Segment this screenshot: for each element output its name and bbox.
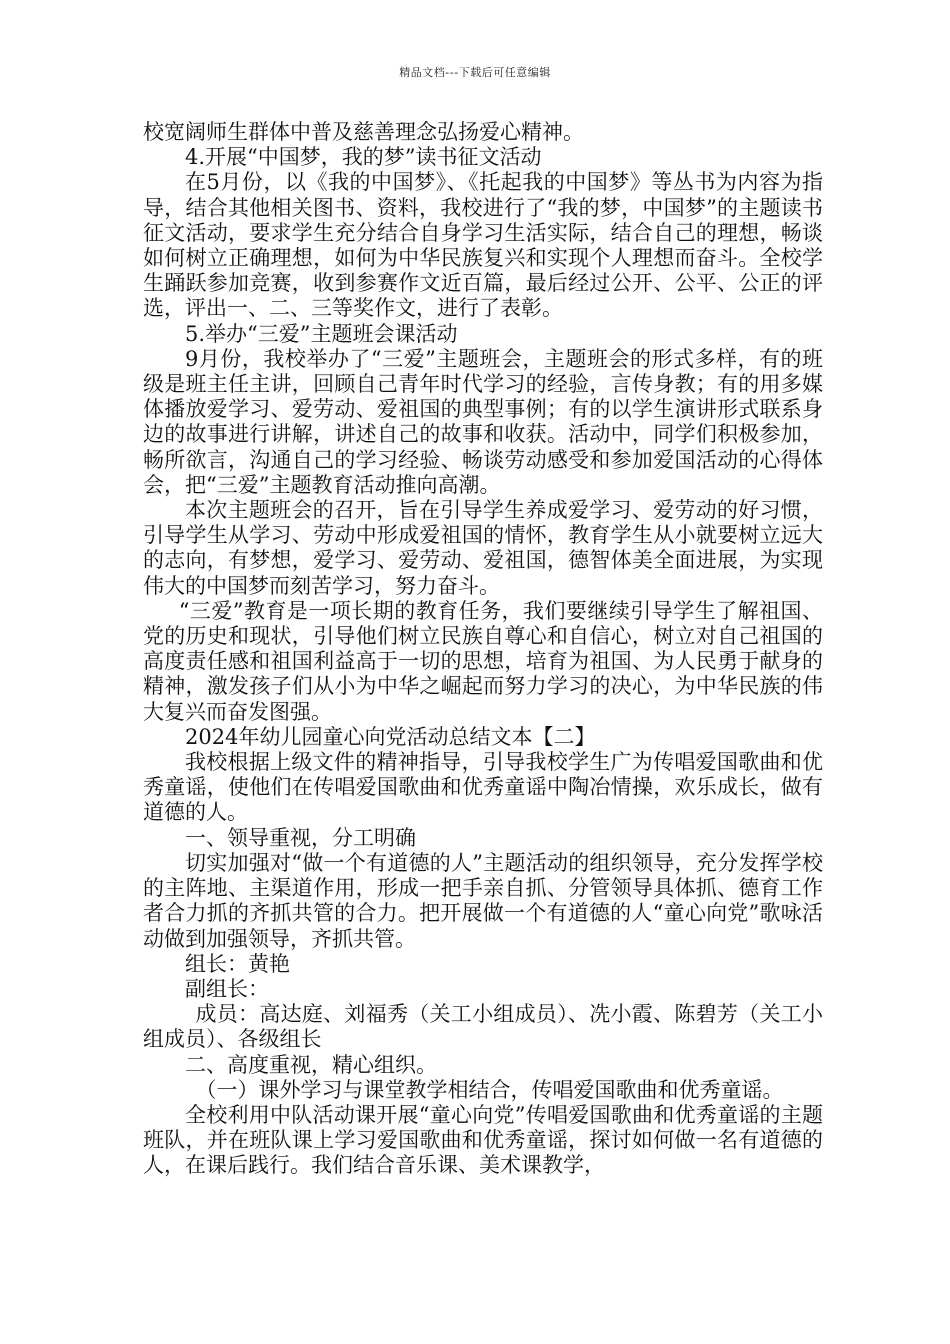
subsection-heading: （一）课外学习与课堂教学相结合，传唱爱国歌曲和优秀童谣。 bbox=[195, 1077, 784, 1102]
paragraph: 在5月份，以《我的中国梦》、《托起我的中国梦》等丛书为内容为指导，结合其他相关图书、资料，我校进行了“我的梦，中国梦”的主题读书征文活动，要求学生充分结合自身学习生活实际，结合自己的理想，畅谈如何树立正确理想，如何为中华民族复兴和实现个人理想而奋斗。全校学生踊跃参加竞赛，收到参赛作文近百篇，最后经过公开、公平、公正的评选，评出一、二、三等奖作文，进行了表彰。 bbox=[143, 170, 823, 321]
paragraph: 全校利用中队活动课开展“童心向党”传唱爱国歌曲和优秀童谣的主题班队，并在班队课上学习爱国歌曲和优秀童谣，探讨如何做一名有道德的人，在课后践行。我们结合音乐课、美术课教学， bbox=[143, 1102, 823, 1178]
paragraph: 9月份，我校举办了“三爱”主题班会，主题班会的形式多样，有的班级是班主任主讲，回顾自己青年时代学习的经验，言传身教；有的用多媒体播放爱学习、爱劳动、爱祖国的典型事例；有的以学生演讲形式联系身边的故事进行讲解，讲述自己的故事和收获。活动中，同学们积极参加，畅所欲言，沟通自己的学习经验、畅谈劳动感受和参加爱国活动的心得体会，把“三爱”主题教育活动推向高潮。 bbox=[143, 346, 823, 497]
paragraph: 切实加强对“做一个有道德的人”主题活动的组织领导，充分发挥学校的主阵地、主渠道作用，形成一把手亲自抓、分管领导具体抓、德育工作者合力抓的齐抓共管的合力。把开展做一个有道德的人“童心向党”歌咏活动做到加强领导，齐抓共管。 bbox=[143, 850, 823, 951]
paragraph: 我校根据上级文件的精神指导，引导我校学生广为传唱爱国歌曲和优秀童谣，使他们在传唱爱国歌曲和优秀童谣中陶冶情操，欢乐成长，做有道德的人。 bbox=[143, 750, 823, 825]
members: 成员：高达庭、刘福秀（关工小组成员）、冼小霞、陈碧芳（关工小组成员）、各级组长 bbox=[143, 1002, 823, 1052]
section-heading: 4.开展“中国梦，我的梦”读书征文活动 bbox=[185, 145, 542, 170]
section-heading: 一、领导重视，分工明确 bbox=[185, 825, 416, 850]
deputy-leader: 副组长： bbox=[185, 976, 269, 1001]
page-header: 精品文档---下载后可任意编辑 bbox=[399, 66, 551, 79]
group-leader: 组长：黄艳 bbox=[185, 951, 290, 976]
paragraph: 校宽阔师生群体中普及慈善理念弘扬爱心精神。 bbox=[143, 120, 584, 144]
document-body bbox=[143, 120, 823, 1179]
paragraph: “三爱”教育是一项长期的教育任务，我们要继续引导学生了解祖国、党的历史和现状，引导他们树立民族自尊心和自信心，树立对自己祖国的高度责任感和祖国利益高于一切的思想，培育为祖国、为人民勇于献身的精神，激发孩子们从小为中华之崛起而努力学习的决心，为中华民族的伟大复兴而奋发图强。 bbox=[143, 598, 823, 724]
section-heading: 二、高度重视，精心组织。 bbox=[185, 1052, 437, 1077]
paragraph: 本次主题班会的召开，旨在引导学生养成爱学习、爱劳动的好习惯，引导学生从学习、劳动中形成爱祖国的情怀，教育学生从小就要树立远大的志向，有梦想，爱学习、爱劳动、爱祖国，德智体美全面进展，为实现伟大的中国梦而刻苦学习，努力奋斗。 bbox=[143, 498, 823, 598]
document-subtitle: 2024年幼儿园童心向党活动总结文本【二】 bbox=[185, 724, 596, 749]
section-heading: 5.举办“三爱”主题班会课活动 bbox=[185, 321, 458, 346]
